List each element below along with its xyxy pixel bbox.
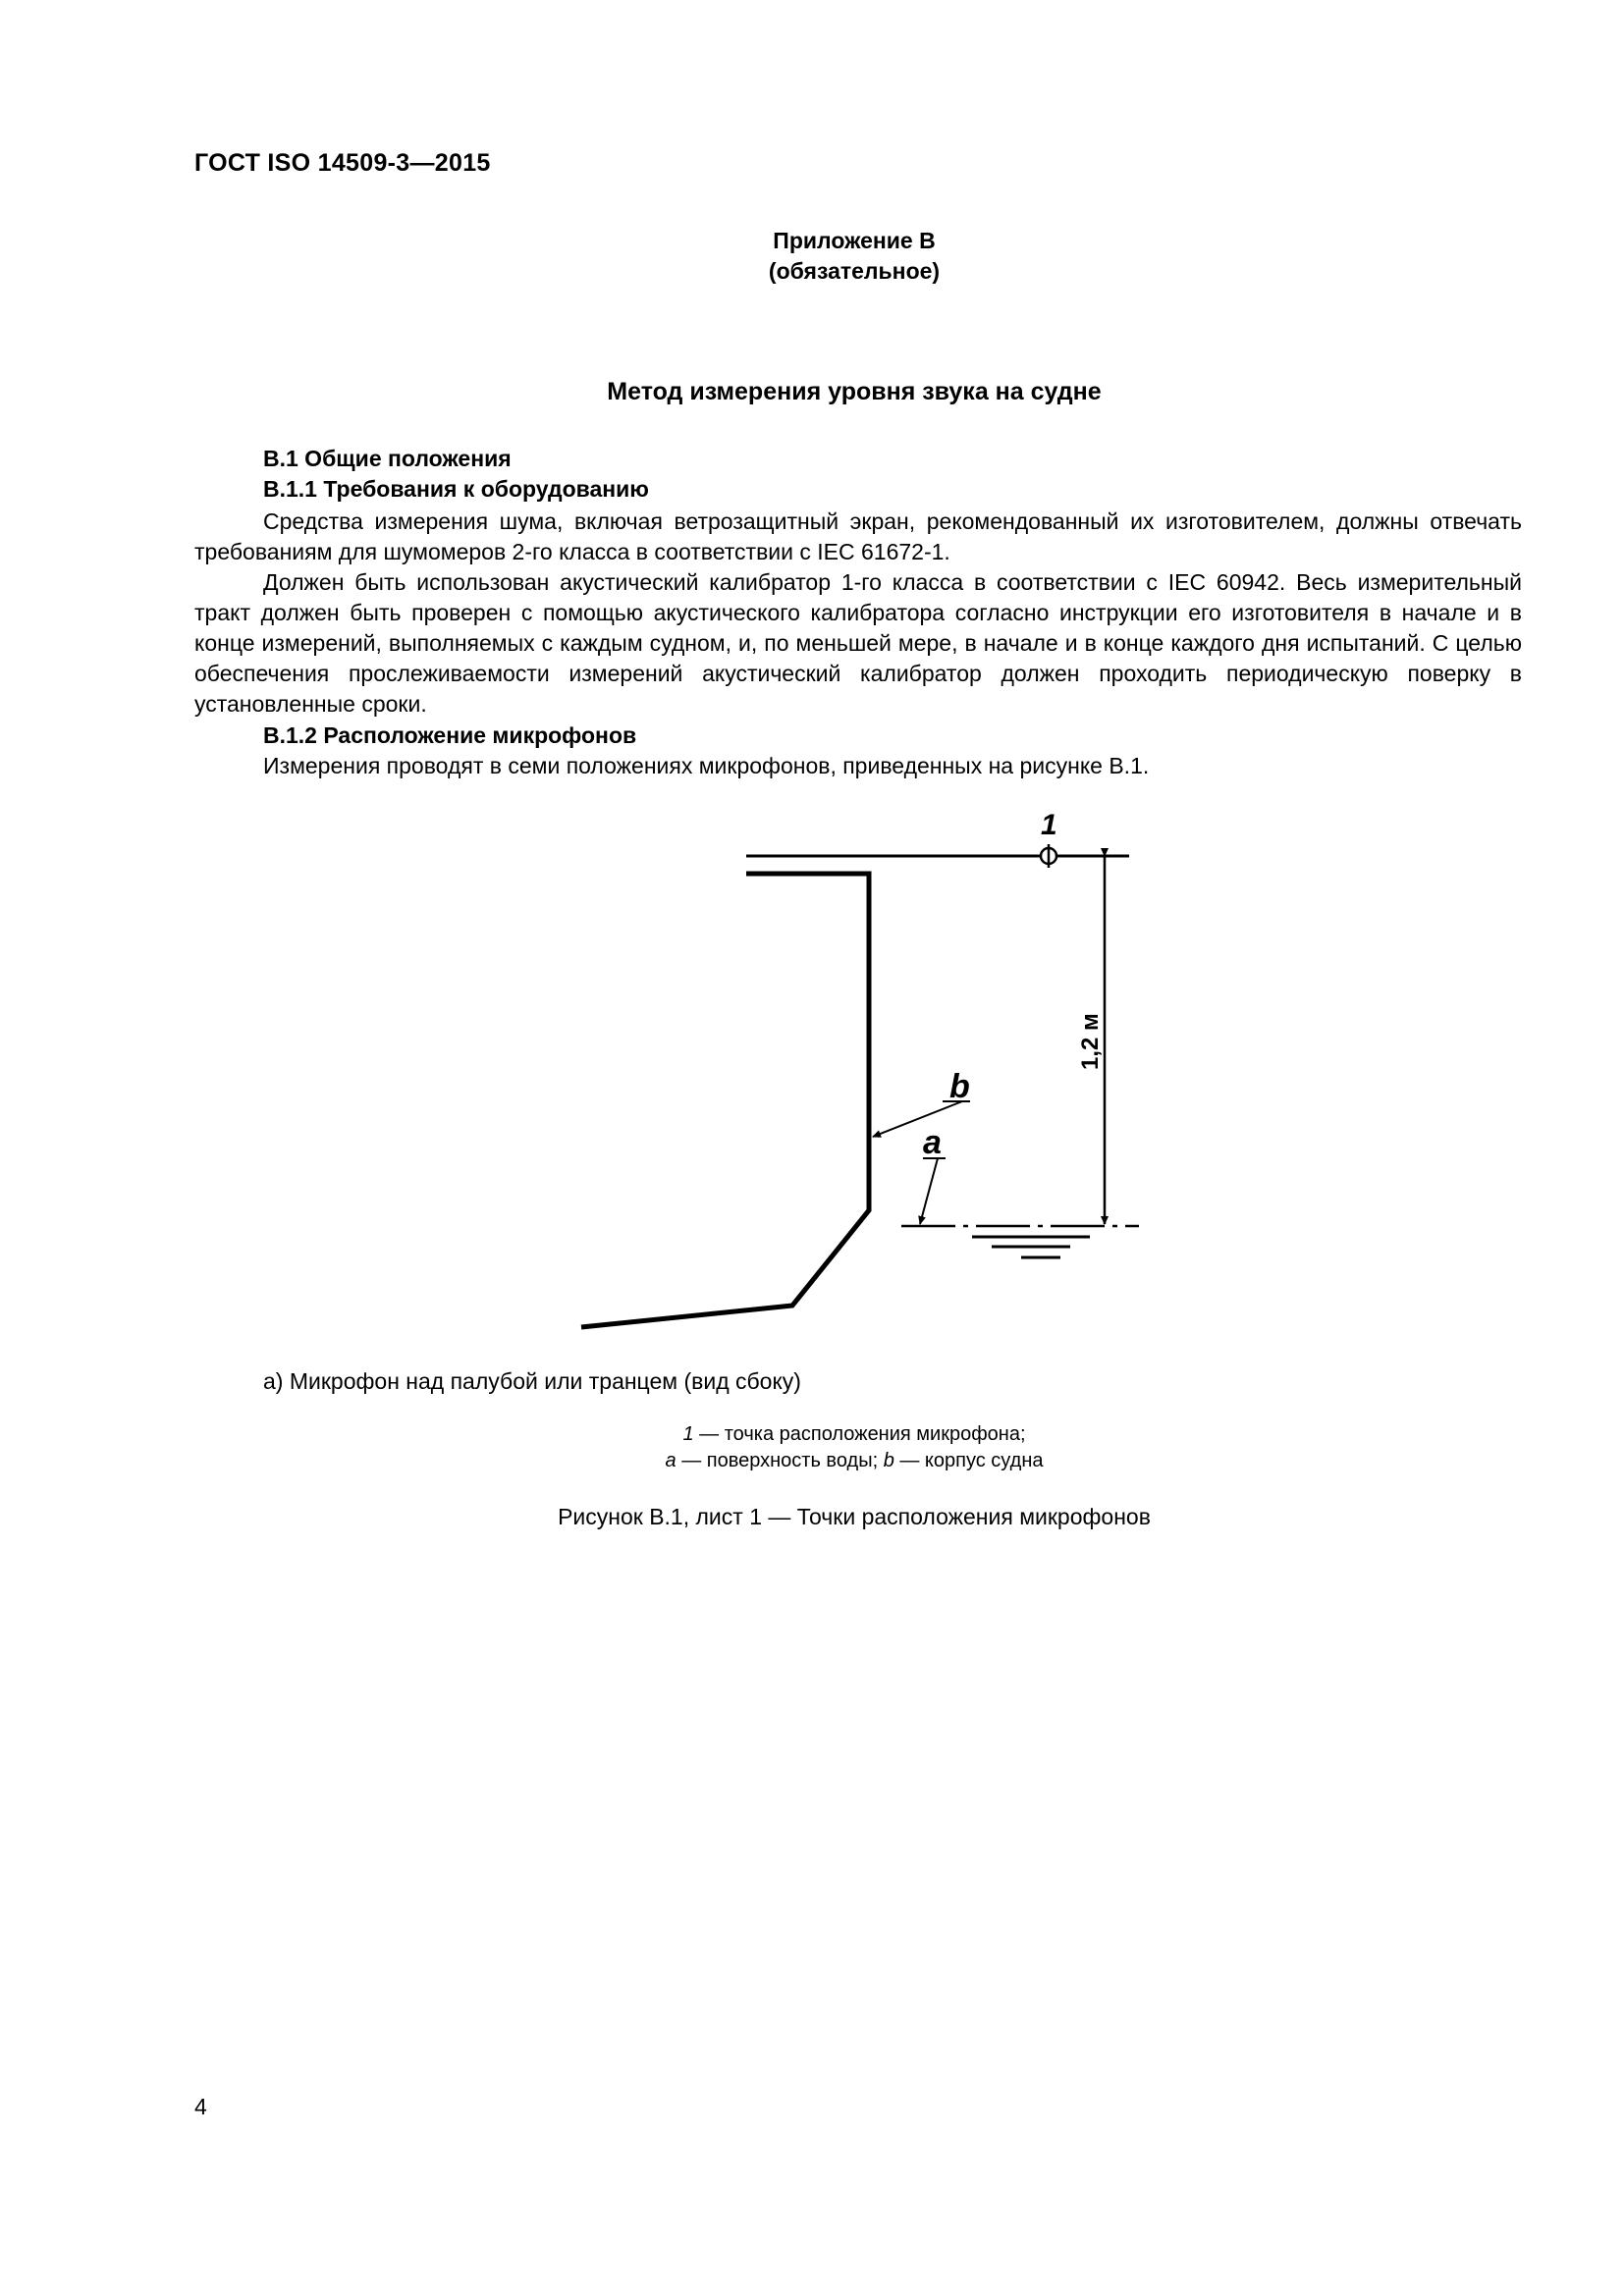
legend-text-1: — точка расположения микрофона;	[693, 1423, 1026, 1445]
figure-legend-line-2	[0, 1450, 1624, 1472]
figure-subcaption: а) Микрофон над палубой или транцем (вид сбоку)	[263, 1368, 801, 1394]
document-title: Метод измерения уровня звука на судне	[607, 378, 1102, 405]
document-header: ГОСТ ISO 14509-3—2015	[194, 149, 491, 177]
paragraph-microphone-positions: Измерения проводят в семи положениях микрофонов, приведенных на рисунке В.1.	[263, 753, 1150, 778]
figure-title: Рисунок В.1, лист 1 — Точки расположения микрофонов	[558, 1504, 1151, 1529]
label-microphone-1: 1	[1041, 809, 1057, 841]
dimension-label: 1,2 м	[1077, 1013, 1104, 1070]
microphone-point-icon	[1041, 844, 1056, 868]
legend-key-a: а	[665, 1450, 677, 1471]
ship-hull	[581, 874, 869, 1327]
appendix-title: Приложение В	[773, 228, 936, 253]
leader-b	[873, 1101, 962, 1137]
paragraph-calibrator: Должен быть использован акустический калибратор 1-го класса в соответствии с IEC 60942. Весь измерительный тракт должен быть проверен с помощью акустического калибратора согласно инструкции его изготовителя в начале и в конце измерений, выполняемых с каждым судном, и, по меньшей мере, в начале и в конце каждого дня испытаний. С целью обеспечения прослеживаемости измерений акустический калибратор должен проходить периодическую поверку в установленные сроки.	[194, 569, 1522, 717]
label-water-a: a	[923, 1124, 942, 1161]
legend-text-b: — корпус судна	[893, 1450, 1044, 1471]
section-b1-heading: В.1 Общие положения	[263, 446, 512, 471]
section-b12-heading: В.1.2 Расположение микрофонов	[263, 722, 637, 748]
section-b11-heading: В.1.1 Требования к оборудованию	[263, 476, 649, 502]
water-surface	[901, 1226, 1139, 1257]
figure-microphone-side-view	[0, 785, 1624, 1355]
paragraph-equipment-requirements: Средства измерения шума, включая ветрозащитный экран, рекомендованный их изготовителем, должны отвечать требованиям для шумомеров 2-го класса в соответствии с IEC 61672-1.	[194, 508, 1522, 564]
figure-legend-line-1	[0, 1423, 1624, 1446]
legend-key-b: b	[883, 1450, 894, 1471]
legend-text-a: — поверхность воды;	[676, 1450, 884, 1471]
page-number: 4	[194, 2094, 207, 2119]
leader-a	[920, 1158, 938, 1224]
label-hull-b: b	[949, 1068, 970, 1105]
legend-key-1: 1	[682, 1423, 694, 1445]
appendix-status: (обязательное)	[768, 258, 941, 284]
